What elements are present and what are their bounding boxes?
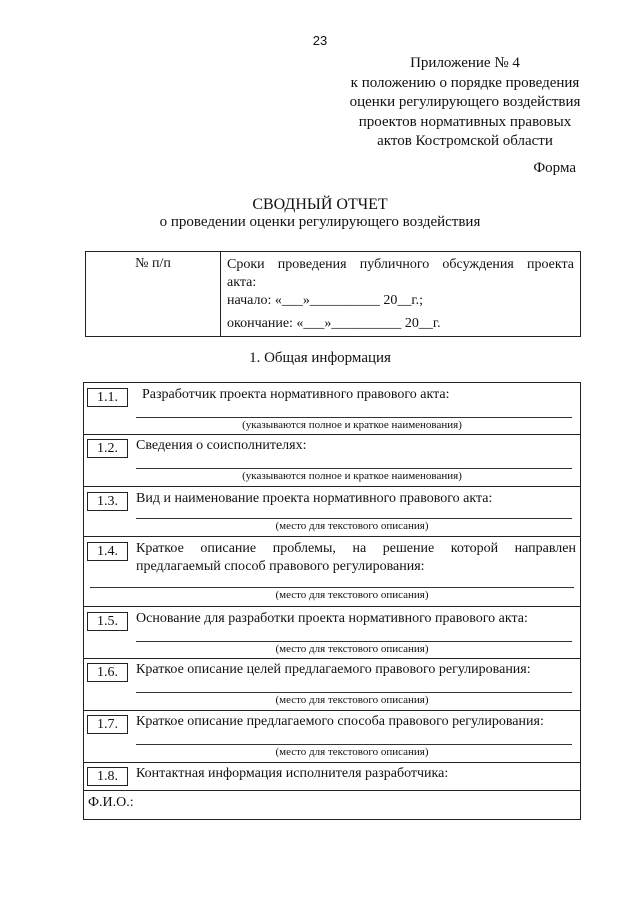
row-number: 1.1. (87, 388, 128, 407)
fio-label: Ф.И.О.: (88, 795, 134, 810)
row-hint: (указываются полное и краткое наименования) (242, 419, 462, 431)
number-header: № п/п (135, 256, 171, 271)
info-row (84, 435, 580, 487)
form-label: Форма (533, 160, 576, 176)
discussion-dates-table (85, 251, 581, 337)
row-label: Сведения о соисполнителях: (136, 438, 307, 453)
input-line[interactable] (90, 587, 574, 588)
document-title: СВОДНЫЙ ОТЧЕТ (252, 196, 388, 213)
row-label-cont: предлагаемый способ правового регулирования: (136, 559, 425, 574)
general-info-table (83, 382, 581, 820)
row-number: 1.4. (87, 542, 128, 561)
row-number: 1.5. (87, 612, 128, 631)
row-label: Разработчик проекта нормативного правового акта: (142, 387, 450, 402)
row-label: Краткое описание предлагаемого способа правового регулирования: (136, 714, 544, 729)
row-hint: (указываются полное и краткое наименования) (242, 470, 462, 482)
section-title: 1. Общая информация (249, 350, 391, 366)
input-line[interactable] (136, 641, 572, 642)
row-label: Краткое описание целей предлагаемого правового регулирования: (136, 662, 531, 677)
document-subtitle: о проведении оценки регулирующего воздействия (159, 214, 481, 230)
deadlines-heading: Сроки проведения публичного обсуждения проекта (227, 257, 574, 272)
appendix-line: Приложение № 4 (410, 55, 520, 71)
row-label: Вид и наименование проекта нормативного правового акта: (136, 491, 493, 506)
info-row (84, 487, 580, 537)
input-line[interactable] (136, 417, 572, 418)
info-row (84, 383, 580, 435)
info-row (84, 537, 580, 607)
row-hint: (место для текстового описания) (275, 589, 429, 601)
row-number: 1.8. (87, 767, 128, 786)
row-hint: (место для текстового описания) (275, 643, 429, 655)
row-number: 1.2. (87, 439, 128, 458)
start-date-field[interactable]: начало: «___»__________ 20__г.; (227, 293, 423, 308)
row-hint: (место для текстового описания) (275, 520, 429, 532)
row-label: Краткое описание проблемы, на решение которой направлен (136, 541, 576, 556)
deadlines-heading-cont: акта: (227, 275, 257, 290)
column-divider (220, 252, 221, 336)
input-line[interactable] (136, 468, 572, 469)
appendix-line: актов Костромской области (377, 133, 553, 149)
input-line[interactable] (136, 518, 572, 519)
deadlines-cell (227, 256, 574, 333)
row-number: 1.3. (87, 492, 128, 511)
info-row (84, 659, 580, 711)
input-line[interactable] (136, 692, 572, 693)
row-number: 1.7. (87, 715, 128, 734)
row-hint: (место для текстового описания) (275, 746, 429, 758)
appendix-line: оценки регулирующего воздействия (349, 94, 581, 110)
fio-row (84, 791, 580, 819)
appendix-header (300, 54, 630, 152)
info-row (84, 763, 580, 791)
row-number: 1.6. (87, 663, 128, 682)
appendix-line: проектов нормативных правовых (358, 113, 572, 130)
end-date-field[interactable]: окончание: «___»__________ 20__г. (227, 316, 441, 331)
row-label: Основание для разработки проекта нормативного правового акта: (136, 611, 528, 626)
row-label: Контактная информация исполнителя разработчика: (136, 766, 449, 781)
input-line[interactable] (136, 744, 572, 745)
info-row (84, 711, 580, 763)
info-row (84, 607, 580, 659)
page-number: 23 (312, 33, 328, 48)
row-hint: (место для текстового описания) (275, 694, 429, 706)
appendix-line: к положению о порядке проведения (350, 74, 580, 91)
